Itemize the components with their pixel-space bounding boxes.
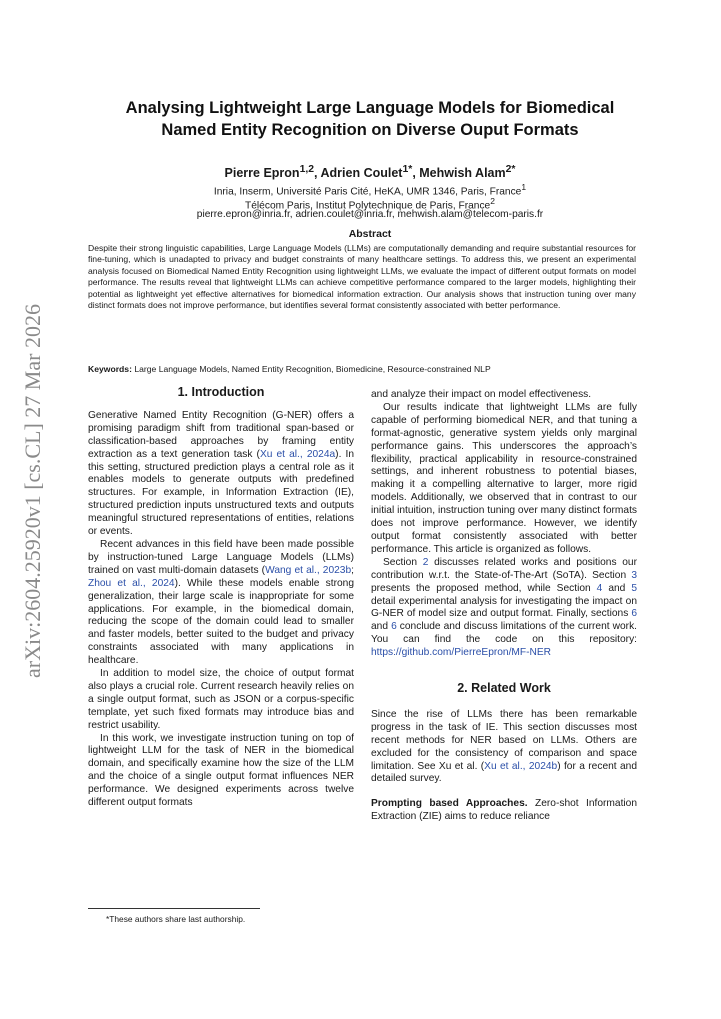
section-ref-link[interactable]: 6 <box>391 621 397 633</box>
section-ref-link[interactable]: 2 <box>422 556 429 568</box>
affiliation-1-text: Inria, Inserm, Université Paris Cité, HeKA, UMR 1346, Paris, France <box>213 186 522 198</box>
repository-link[interactable]: https://github.com/PierreEpron/MF-NER <box>371 647 552 659</box>
footnote: *These authors share last authorship. <box>106 914 246 924</box>
affiliation-1-sup: 1 <box>521 182 527 192</box>
paragraph-heading-prompting: Prompting based Approaches. <box>371 798 528 810</box>
author-3-sup: 2* <box>505 164 516 175</box>
author-1-sup: 1,2 <box>299 164 315 175</box>
intro-p6-text: presents the proposed method, while Section <box>371 582 597 594</box>
intro-paragraph-2 <box>88 539 354 668</box>
paper-title <box>60 97 680 141</box>
intro-paragraph-4: In this work, we investigate instruction tuning on top of lightweight LLM for the task of NER in the biomedical domain, and specifically examine how the size of the LLM and the choice of a single output format influences NER performance. We designed experiments across twelve different output formats <box>88 732 354 809</box>
section-ref-link[interactable]: 5 <box>631 582 637 594</box>
section-ref-link[interactable]: 3 <box>631 569 637 581</box>
intro-paragraph-4-cont: and analyze their impact on model effectiveness. <box>371 389 592 400</box>
related-p1-text-end: ) for a recent and detailed survey. <box>371 760 637 785</box>
intro-p2-text-end: ). While these models enable strong generalization, their large scale is inappropriate for some applications. For example, in the biomedical domain, reducing the scope of the domain could lead to smaller and faster models, better suited to the budget and privacy constraints associated with many applications in healthcare. <box>88 577 354 667</box>
author-2: Adrien Coulet <box>320 166 403 181</box>
intro-p6-text: and <box>371 621 392 633</box>
intro-paragraph-5: Our results indicate that lightweight LLMs are fully capable of performing biomedical NER, and that tuning a format-agnostic, generative system yields only marginal performance gains. This underscores the approach’s flexibility, practical applicability in resource-constrained settings, and inherent robustness to potential biases, making it a compelling alternative to larger, more rigid models. Additionally, we observed that in contrast to our initial intuition, instruction tuning over many distinct formats does not improve performance. However, we identify output format consistently associated with better performance. This article is organized as follows. <box>371 401 637 555</box>
affiliation-2-text: Télécom Paris, Institut Polytechnique de Paris, France <box>245 200 491 212</box>
intro-paragraph-1 <box>88 410 354 539</box>
arxiv-stamp <box>6 300 54 680</box>
section-heading-introduction: 1. Introduction <box>177 385 265 399</box>
author-emails: pierre.epron@inria.fr, adrien.coulet@inria.fr, mehwish.alam@telecom-paris.fr <box>196 209 544 220</box>
footnote-divider <box>88 908 260 909</box>
citation-separator: ; <box>351 564 354 576</box>
related-paragraph-2 <box>371 798 637 824</box>
keywords-text: Large Language Models, Named Entity Recognition, Biomedicine, Resource-constrained NLP <box>131 364 491 374</box>
abstract-text: Despite their strong linguistic capabilities, Large Language Models (LLMs) are computationally demanding and require substantial resources for fine-tuning, which is unadapted to privacy and budget constraints of many healthcare settings. To address this, we present an experimental analysis focused on Biomedical Named Entity Recognition using lightweight LLMs, we evaluate the impact of different output formats on model performance. The results reveal that lightweight LLMs can achieve competitive performance compared to the larger models, highlighting their potential as lightweight yet effective alternatives for biomedical information extraction. Our analysis shows that instruction tuning over many distinct formats does not improve performance, but identifies several format consistently associated with better performance. <box>88 243 636 311</box>
intro-p6-text: discusses related works and positions our contribution w.r.t. the State-of-The-Art (SoTA). Section <box>371 556 637 581</box>
left-column <box>88 386 354 810</box>
abstract-heading: Abstract <box>348 228 392 240</box>
intro-paragraph-3: In addition to model size, the choice of output format also plays a crucial role. Current research heavily relies on a single output format, such as JSON or a corpus-specific template, yet such fixed formats may introduce bias and restrict usability. <box>88 668 354 731</box>
citation-link[interactable]: Zhou et al., 2024 <box>88 577 175 589</box>
related-paragraph-1 <box>371 709 637 786</box>
citation-link[interactable]: Xu et al., 2024b <box>484 760 558 772</box>
citation-link[interactable]: Wang et al., 2023b <box>265 564 352 576</box>
title-line-2: Named Entity Recognition on Diverse Ouput Formats <box>161 121 579 139</box>
author-1: Pierre Epron <box>224 166 300 181</box>
related-p2-text: Zero-shot Information Extraction (ZIE) aims to reduce reliance <box>371 798 637 823</box>
author-list: Pierre Epron$^{1,2}$, Adrien Coulet$^{1*}$, Mehwish Alam$^{2*}$ <box>224 164 516 181</box>
author-3: Mehwish Alam <box>419 166 506 181</box>
section-ref-link[interactable]: 6 <box>631 608 637 620</box>
right-column <box>371 389 637 824</box>
intro-p6-text: Section <box>383 556 423 568</box>
arxiv-stamp-text: arXiv:2604.25920v1 [cs.CL] 27 Mar 2026 <box>20 304 45 678</box>
section-heading-related-work: 2. Related Work <box>457 681 551 696</box>
keywords-label: Keywords: <box>88 364 132 374</box>
intro-p1-text-end: ). In this setting, structured prediction plays a central role as it enables models to generate outputs with predefined structures. For example, in Information Extraction (IE), structured prediction inputs unstructured texts and outputs meaningful structured representations of entities, relations or events. <box>88 448 355 538</box>
intro-p6-text: detail experimental analysis for investigating the impact on G-NER of model size and output format. Finally, sections <box>371 595 637 620</box>
related-p1-text: Since the rise of LLMs there has been remarkable progress in the task of IE. This section discusses most recent methods for NER based on LLMs. Others are excluded for the consistency of comparison and space limitation. See Xu et al. ( <box>371 708 637 772</box>
intro-p1-text: Generative Named Entity Recognition (G-NER) offers a promising paradigm shift from traditional span-based or classification-based approaches by framing entity extraction as a text generation task ( <box>88 409 354 460</box>
citation-link[interactable]: Xu et al., 2024a <box>259 448 336 460</box>
author-2-sup: 1* <box>402 164 413 175</box>
section-ref-link[interactable]: 4 <box>596 582 603 594</box>
keywords <box>88 364 648 374</box>
intro-p6-text: and <box>602 582 632 594</box>
title-line-1: Analysing Lightweight Large Language Models for Biomedical <box>125 99 615 117</box>
intro-paragraph-6 <box>371 557 637 660</box>
intro-p2-text: Recent advances in this field have been made possible by instruction-tuned Large Language Models (LLMs) trained on vast multi-domain datasets ( <box>88 538 354 576</box>
intro-p6-text: conclude and discuss limitations of the current work. You can find the code on this repository: <box>371 621 637 646</box>
affiliation-2-sup: 2 <box>490 196 495 206</box>
